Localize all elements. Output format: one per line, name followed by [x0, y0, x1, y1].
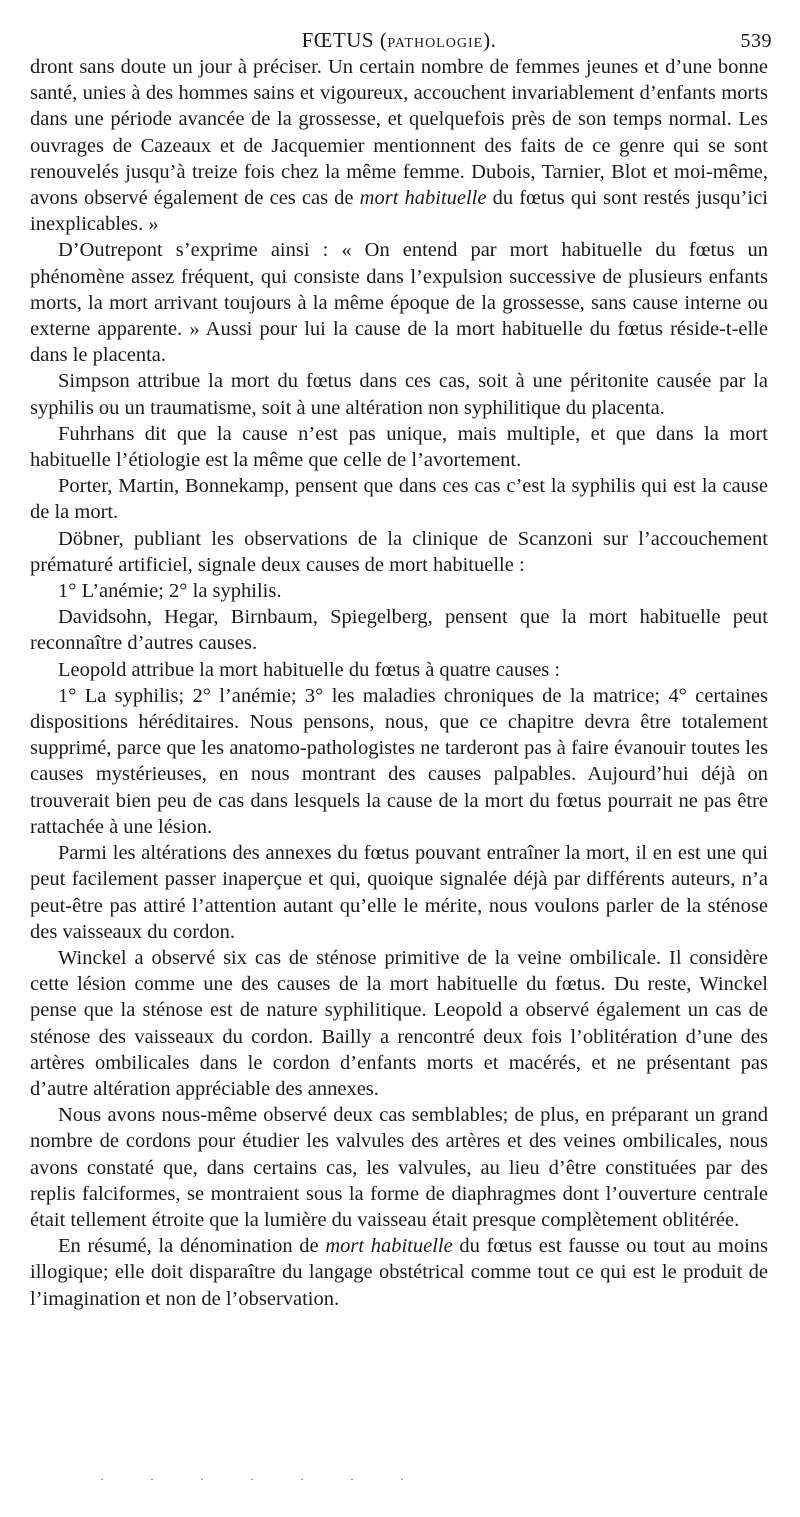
- paragraph: Parmi les altérations des annexes du fœtus pouvant entraîner la mort, il en est une qui peut facilement passer inaperçue et qui, quoique signalée déjà par différents auteurs, n’a peut-être pas attiré l’attention autant qu’elle le mérite, nous voulons parler de la sténose des vaisseaux du cordon.: [30, 842, 768, 943]
- paragraph: Döbner, publiant les observations de la clinique de Scanzoni sur l’accouchement prématuré artificiel, signale deux causes de mort habituelle :: [30, 527, 768, 576]
- paragraph: Leopold attribue la mort habituelle du fœtus à quatre causes :: [58, 658, 561, 681]
- running-head-main: FŒTUS: [301, 28, 375, 52]
- paragraph: D’Outrepont s’exprime ainsi : « On entend par mort habituelle du fœtus un phénomène assez fréquent, qui consiste dans l’expulsion successive de plusieurs enfants morts, la mort arrivant toujours à la même époque de la grossesse, sans cause interne ou externe apparente. » Aussi pour lui la cause de la mort habituelle du fœtus réside-t-elle dans le placenta.: [30, 239, 768, 367]
- running-head-paren-close: ).: [483, 28, 497, 52]
- running-head-title: [30, 28, 768, 53]
- running-head-paren-open: (: [374, 28, 388, 52]
- body-text: [30, 54, 768, 1312]
- paragraph-text: En résumé, la dénomination de: [58, 1235, 326, 1258]
- italic-term: mort habituelle: [359, 187, 487, 210]
- paragraph-conclusion: [30, 1233, 768, 1312]
- paragraph: Fuhrhans dit que la cause n’est pas unique, mais multiple, et que dans la mort habituelle l’étiologie est la même que celle de l’avortement.: [30, 422, 768, 472]
- running-head-subject: PATHOLOGIE: [387, 36, 484, 51]
- paragraph-text: du fœtus est fausse ou tout au moins illogique; elle doit disparaître du langage obstétrical comme tout ce qui est le produit de l’imagination et non de l’observation.: [30, 1235, 769, 1310]
- paragraph: Nous avons nous-même observé deux cas semblables; de plus, en préparant un grand nombre de cordons pour étudier les valvules des artères et des veines ombilicales, nous avons constaté que, dans certains cas, les valvules, au lieu d’être constituées par des replis falciformes, se montraient sous la forme de diaphragmes dont l’ouverture centrale était tellement étroite que la lumière du vaisseau était presque complètement oblitérée.: [30, 1104, 768, 1231]
- paragraph: 1° La syphilis; 2° l’anémie; 3° les maladies chroniques de la matrice; 4° certaines dispositions héréditaires. Nous pensons, nous, que ce chapitre devra être totalement supprimé, parce que les anatomo-pathologistes ne tarderont pas à faire évanouir toutes les causes mystérieuses, en nous montrant des causes palpables. Aujourd’hui déjà on trouverait bien peu de cas dans lesquels la cause de la mort du fœtus pourrait ne pas être rattachée à une lésion.: [30, 684, 768, 838]
- paragraph: Winckel a observé six cas de sténose primitive de la veine ombilicale. Il considère cette lésion comme une des causes de la mort habituelle du fœtus. Du reste, Winckel pense que la sténose est de nature syphilitique. Leopold a observé également un cas de sténose des vaisseaux du cordon. Bailly a rencontré deux fois l’oblitération d’une des artères ombilicales dans le cordon d’enfants morts et macérés, et ne présentant pas d’autre altération appréciable des annexes.: [30, 946, 768, 1100]
- paragraph: Porter, Martin, Bonnekamp, pensent que dans ces cas c’est la syphilis qui est la cause de la mort.: [30, 475, 768, 524]
- page-number: 539: [740, 30, 772, 52]
- paragraph: Davidsohn, Hegar, Birnbaum, Spiegelberg, pensent que la mort habituelle peut reconnaître d’autres causes.: [30, 606, 768, 655]
- paragraph: 1° L’anémie; 2° la syphilis.: [58, 580, 282, 603]
- book-page: [30, 22, 772, 1312]
- paragraph: Simpson attribue la mort du fœtus dans ces cas, soit à une péritonite causée par la syphilis ou un traumatisme, soit à une altération non syphilitique du placenta.: [30, 370, 768, 419]
- decorative-dots: ·······: [100, 1472, 450, 1486]
- paragraph-text: du fœtus qui sont restés jusqu’ici inexplicables. »: [30, 187, 768, 236]
- italic-term: mort habituelle: [325, 1235, 453, 1258]
- running-head: [30, 22, 772, 54]
- paragraph-continuation: [30, 54, 768, 237]
- paragraph-text: dront sans doute un jour à préciser. Un certain nombre de femmes jeunes et d’une bonne santé, unies à des hommes sains et vigoureux, accouchent invariablement d’enfants morts dans une période avancée de la grossesse, et quelquefois près de son temps normal. Les ouvrages de Cazeaux et de Jacquemier mentionnent des faits de ce genre qui se sont renouvelés jusqu’à treize fois chez la même femme. Dubois, Tarnier, Blot et moi-même, avons observé également de ces cas de: [30, 56, 768, 210]
